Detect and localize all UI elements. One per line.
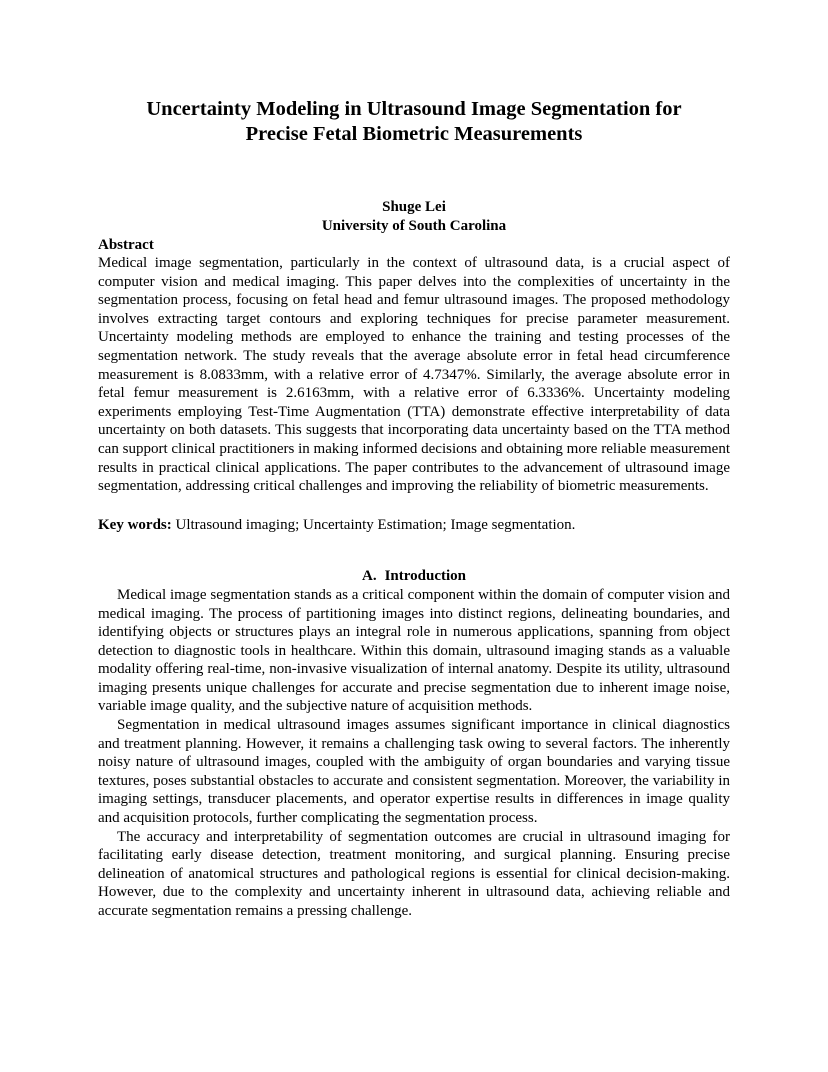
author-name: Shuge Lei [382,199,446,215]
keywords-label: Key words: [98,516,172,533]
introduction-number: A. [361,568,377,585]
introduction-paragraph-1: Medical image segmentation stands as a critical component within the domain of computer vision and medical imaging. The process of partitioning images into distinct regions, delineating boundaries, and identifying objects or structures plays an integral role in numerous applications, spanning from object detection to diagnostic tools in healthcare. Within this domain, ultrasound imaging stands as a valuable modality offering real-time, non-invasive visualization of internal anatomy. Despite its utility, ultrasound imaging presents unique challenges for accurate and precise segmentation due to inherent image noise, variable image quality, and the subjective nature of acquisition methods. [98,586,730,715]
abstract-heading: Abstract [98,237,154,253]
introduction-heading [98,567,730,586]
paper-page [98,97,730,921]
introduction-title: Introduction [384,568,466,585]
paper-title-line-2: Precise Fetal Biometric Measurements [245,123,583,145]
paper-title-line-1: Uncertainty Modeling in Ultrasound Image Segmentation for [146,98,682,120]
author-block [98,198,730,236]
abstract-text: Medical image segmentation, particularly in the context of ultrasound data, is a crucial aspect of computer vision and medical imaging. This paper delves into the complexities of uncertainty in the segmentation process, focusing on fetal head and femur ultrasound images. The proposed methodology involves extracting target contours and exploring techniques for precise parameter measurement. Uncertainty modeling methods are employed to enhance the training and testing processes of the segmentation network. The study reveals that the average absolute error in fetal head circumference measurement is 8.0833mm, with a relative error of 4.7347%. Similarly, the average absolute error in fetal femur measurement is 2.6163mm, with a relative error of 6.3336%. Uncertainty modeling experiments employing Test-Time Augmentation (TTA) demonstrate effective interpretability of data uncertainty on both datasets. This suggests that incorporating data uncertainty based on the TTA method can support clinical practitioners in making informed decisions and obtaining more reliable measurement results in practical clinical applications. The paper contributes to the advancement of ultrasound image segmentation, addressing critical challenges and improving the reliability of biometric measurements. [98,255,730,495]
author-affiliation: University of South Carolina [321,218,507,234]
introduction-paragraph-2: Segmentation in medical ultrasound images assumes significant importance in clinical diagnostics and treatment planning. However, it remains a challenging task owing to several factors. The inherently noisy nature of ultrasound images, coupled with the ambiguity of organ boundaries and varying tissue textures, poses substantial obstacles to accurate and consistent segmentation. Moreover, the variability in imaging settings, transducer placements, and operator expertise results in differences in image quality and acquisition protocols, further complicating the segmentation process. [98,717,730,827]
keywords-text: Ultrasound imaging; Uncertainty Estimation; Image segmentation. [175,516,576,533]
keywords-line [98,516,730,535]
introduction-body [98,586,730,921]
abstract-section [98,236,730,496]
introduction-paragraph-3: The accuracy and interpretability of segmentation outcomes are crucial in ultrasound imaging for facilitating early disease detection, treatment monitoring, and surgical planning. Ensuring precise delineation of anatomical structures and pathological regions is essential for clinical decision-making. However, due to the complexity and uncertainty inherent in ultrasound data, achieving reliable and accurate segmentation remains a pressing challenge. [98,828,730,919]
paper-title [98,97,730,147]
